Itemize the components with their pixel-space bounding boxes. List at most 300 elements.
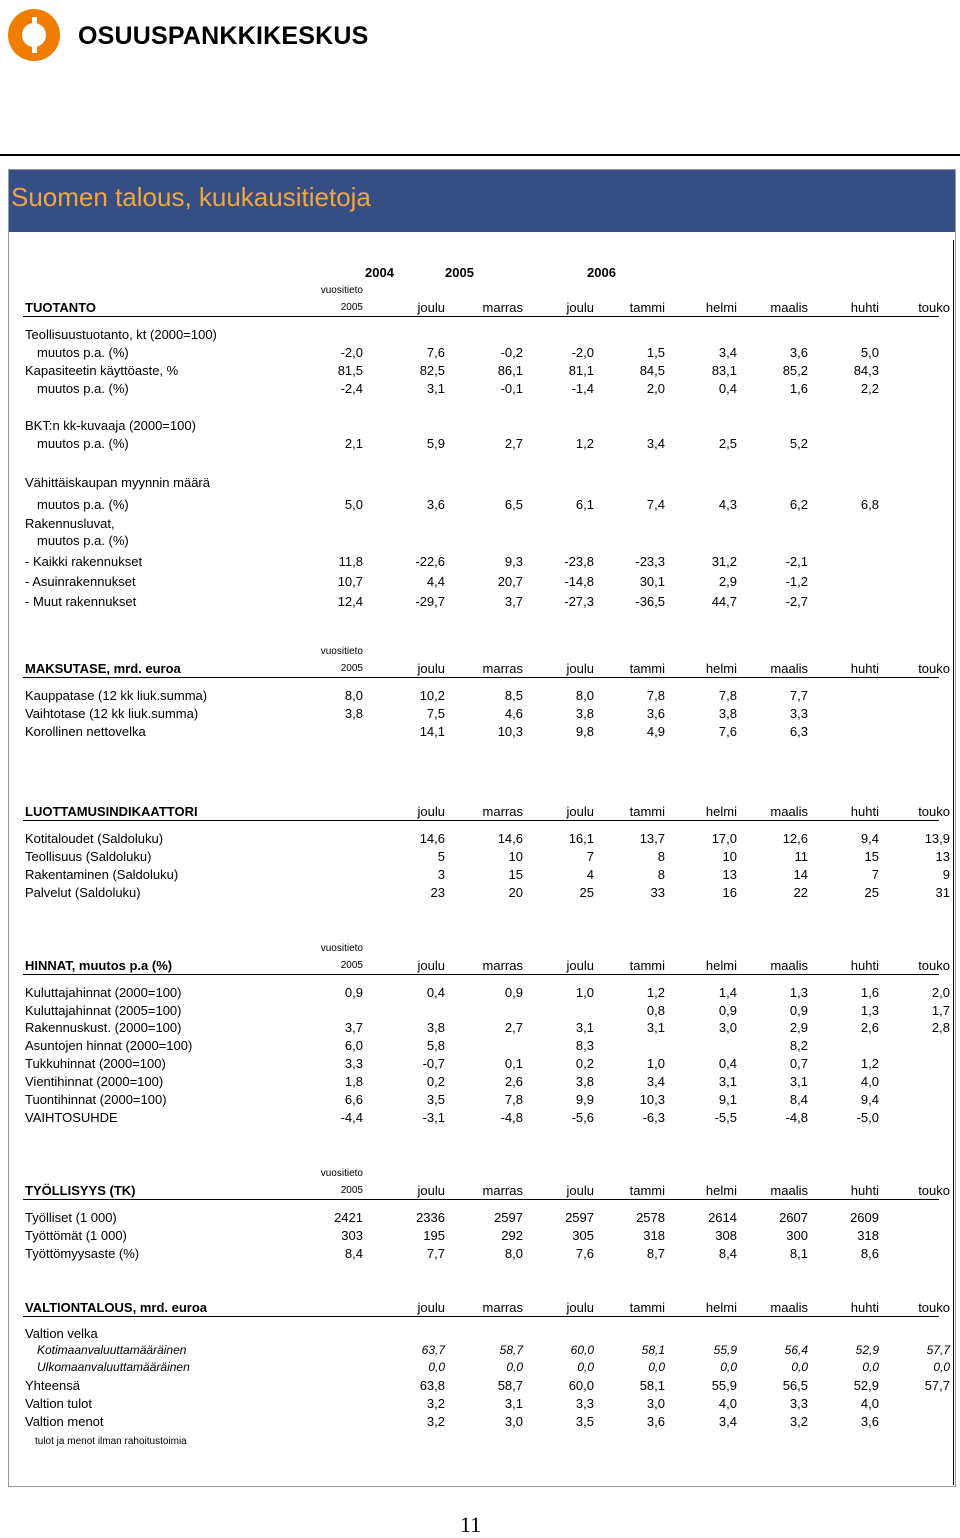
value-cell: -1,4 [571, 381, 594, 396]
row-label: Kotimaanvaluuttamääräinen [37, 1343, 187, 1357]
value-cell: 8,4 [718, 1246, 737, 1261]
value-cell: 2,2 [860, 381, 879, 396]
value-cell: 1,2 [646, 985, 665, 1000]
value-cell: -2,0 [571, 345, 594, 360]
value-cell: 8,6 [860, 1246, 879, 1261]
value-cell: 3,1 [575, 1020, 594, 1035]
value-cell: 1,2 [860, 1056, 879, 1071]
value-cell: 14,1 [419, 724, 445, 739]
value-cell: 5 [437, 849, 445, 864]
value-cell: -4,8 [500, 1110, 523, 1125]
column-header: tammi [629, 300, 665, 315]
column-header: joulu [417, 804, 445, 819]
annual-value: 10,7 [337, 574, 363, 589]
value-cell: 0,0 [506, 1360, 523, 1374]
annual-value: 3,3 [344, 1056, 363, 1071]
value-cell: 5,8 [426, 1038, 445, 1053]
column-header: joulu [566, 300, 594, 315]
value-cell: 82,5 [419, 363, 445, 378]
value-cell: 3,6 [789, 345, 808, 360]
value-cell: 55,9 [711, 1378, 737, 1393]
value-cell: 7,6 [718, 724, 737, 739]
row-label: muutos p.a. (%) [37, 345, 129, 360]
value-cell: 4,0 [860, 1074, 879, 1089]
value-cell: 8,0 [575, 688, 594, 703]
row-label: Asuntojen hinnat (2000=100) [25, 1038, 193, 1053]
row-label: VAIHTOSUHDE [25, 1110, 118, 1125]
value-cell: 3,6 [646, 1414, 665, 1429]
column-header: marras [482, 1300, 523, 1315]
value-cell: -5,6 [571, 1110, 594, 1125]
row-label: Rakennusluvat, [25, 516, 115, 531]
value-cell: 10 [722, 849, 737, 864]
value-cell: 23 [430, 885, 445, 900]
column-header: helmi [705, 958, 737, 973]
annual-header-year: 2005 [340, 960, 363, 971]
row-label: Teollisuustuotanto, kt (2000=100) [25, 327, 217, 342]
value-cell: 33 [650, 885, 665, 900]
value-cell: 7,8 [646, 688, 665, 703]
value-cell: -22,6 [415, 554, 445, 569]
row-label: Vaihtotase (12 kk liuk.summa) [25, 706, 199, 721]
value-cell: 10,2 [419, 688, 445, 703]
value-cell: 0,0 [862, 1360, 879, 1374]
value-cell: 4,3 [718, 497, 737, 512]
value-cell: 17,0 [711, 831, 737, 846]
value-cell: 3,1 [718, 1074, 737, 1089]
value-cell: -23,8 [564, 554, 594, 569]
value-cell: 292 [501, 1228, 523, 1243]
value-cell: 318 [857, 1228, 879, 1243]
column-header: joulu [417, 1300, 445, 1315]
column-header: joulu [566, 958, 594, 973]
value-cell: 2,7 [504, 436, 523, 451]
value-cell: 86,1 [497, 363, 523, 378]
column-header: joulu [566, 804, 594, 819]
value-cell: 84,5 [639, 363, 665, 378]
value-cell: -2,1 [785, 554, 808, 569]
value-cell: -0,1 [500, 381, 523, 396]
row-label: Yhteensä [25, 1378, 80, 1393]
value-cell: 10 [508, 849, 523, 864]
value-cell: 63,8 [419, 1378, 445, 1393]
value-cell: 14,6 [497, 831, 523, 846]
value-cell: 3,6 [426, 497, 445, 512]
column-header: tammi [629, 1183, 665, 1198]
value-cell: 2,0 [646, 381, 665, 396]
value-cell: 4,0 [718, 1396, 737, 1411]
title-banner [9, 170, 955, 232]
value-cell: -27,3 [564, 594, 594, 609]
column-header: maalis [770, 804, 808, 819]
value-cell: 52,9 [853, 1378, 879, 1393]
column-header: touko [918, 1183, 950, 1198]
column-header: joulu [566, 661, 594, 676]
annual-value: -2,4 [340, 381, 363, 396]
column-header: touko [918, 804, 950, 819]
value-cell: 56,5 [782, 1378, 808, 1393]
value-cell: 2607 [779, 1210, 808, 1225]
header-rule [23, 820, 939, 821]
value-cell: 57,7 [924, 1378, 950, 1393]
value-cell: 10,3 [497, 724, 523, 739]
column-header: huhti [850, 1183, 879, 1198]
value-cell: 3,6 [860, 1414, 879, 1429]
value-cell: 7 [871, 867, 879, 882]
value-cell: 9,4 [860, 1092, 879, 1107]
header-divider [0, 154, 960, 156]
annual-value: 12,4 [337, 594, 363, 609]
row-label: Työlliset (1 000) [25, 1210, 117, 1225]
value-cell: 5,0 [860, 345, 879, 360]
value-cell: 3,6 [646, 706, 665, 721]
column-header: tammi [629, 804, 665, 819]
annual-value: 11,8 [338, 554, 363, 569]
section-title: TYÖLLISYYS (TK) [25, 1183, 136, 1198]
row-label: Korollinen nettovelka [25, 724, 146, 739]
column-header: touko [918, 661, 950, 676]
brand-name: OSUUSPANKKIKESKUS [78, 22, 369, 50]
value-cell: 84,3 [853, 363, 879, 378]
value-cell: -0,7 [422, 1056, 445, 1071]
column-header: huhti [850, 958, 879, 973]
value-cell: 4,4 [426, 574, 445, 589]
value-cell: 52,9 [855, 1343, 879, 1357]
value-cell: 13,9 [924, 831, 950, 846]
column-header: helmi [705, 1183, 737, 1198]
value-cell: 3,3 [789, 706, 808, 721]
value-cell: 3,3 [789, 1396, 808, 1411]
value-cell: 2,5 [718, 436, 737, 451]
value-cell: 13 [935, 849, 950, 864]
header-rule [23, 1316, 939, 1317]
value-cell: 0,0 [791, 1360, 808, 1374]
annual-header-year: 2005 [340, 1185, 363, 1196]
annual-header: vuositieto [320, 646, 363, 657]
column-header: touko [918, 958, 950, 973]
column-header: joulu [417, 661, 445, 676]
section-title: TUOTANTO [25, 300, 97, 315]
row-label: - Muut rakennukset [25, 594, 137, 609]
value-cell: -2,7 [785, 594, 808, 609]
value-cell: 9,9 [575, 1092, 594, 1107]
annual-value: 3,7 [344, 1020, 363, 1035]
row-label: Tukkuhinnat (2000=100) [25, 1056, 166, 1071]
section-title: VALTIONTALOUS, mrd. euroa [25, 1300, 208, 1315]
value-cell: 8 [657, 849, 665, 864]
value-cell: -14,8 [564, 574, 594, 589]
value-cell: -36,5 [635, 594, 665, 609]
value-cell: 3,4 [718, 1414, 737, 1429]
row-label: Teollisuus (Saldoluku) [25, 849, 152, 864]
value-cell: 6,8 [860, 497, 879, 512]
annual-value: 8,0 [344, 688, 363, 703]
value-cell: 2,6 [504, 1074, 523, 1089]
section-title: HINNAT, muutos p.a (%) [25, 958, 173, 973]
row-label: Tuontihinnat (2000=100) [25, 1092, 167, 1107]
value-cell: 2,9 [789, 1020, 808, 1035]
value-cell: 2,0 [931, 985, 950, 1000]
annual-header: vuositieto [320, 1168, 363, 1179]
value-cell: 3,8 [426, 1020, 445, 1035]
value-cell: -1,2 [785, 574, 808, 589]
value-cell: 9,3 [504, 554, 523, 569]
value-cell: 0,0 [428, 1360, 445, 1374]
value-cell: 2609 [850, 1210, 879, 1225]
row-label: Työttömät (1 000) [25, 1228, 127, 1243]
value-cell: 2578 [636, 1210, 665, 1225]
column-header: huhti [850, 661, 879, 676]
value-cell: 5,9 [426, 436, 445, 451]
annual-value: 81,5 [337, 363, 363, 378]
section-title: MAKSUTASE, mrd. euroa [25, 661, 181, 676]
value-cell: 2,8 [931, 1020, 950, 1035]
value-cell: 8,2 [789, 1038, 808, 1053]
value-cell: 4,0 [860, 1396, 879, 1411]
value-cell: 10,3 [639, 1092, 665, 1107]
column-header: helmi [705, 661, 737, 676]
column-header: maalis [770, 1183, 808, 1198]
value-cell: 0,1 [504, 1056, 523, 1071]
value-cell: 9 [942, 867, 950, 882]
value-cell: -6,3 [642, 1110, 665, 1125]
row-label: muutos p.a. (%) [37, 381, 129, 396]
column-header: joulu [417, 958, 445, 973]
value-cell: 0,0 [933, 1360, 950, 1374]
value-cell: 3,0 [646, 1396, 665, 1411]
value-cell: 6,3 [789, 724, 808, 739]
column-header: helmi [705, 300, 737, 315]
value-cell: 3,8 [575, 1074, 594, 1089]
value-cell: 8,1 [789, 1246, 808, 1261]
value-cell: 13,7 [639, 831, 665, 846]
value-cell: 3,0 [504, 1414, 523, 1429]
year-header: 2005 [445, 265, 474, 280]
value-cell: 16,1 [568, 831, 594, 846]
column-header: marras [482, 804, 523, 819]
value-cell: 4 [586, 867, 594, 882]
value-cell: 0,0 [577, 1360, 594, 1374]
value-cell: 1,0 [646, 1056, 665, 1071]
row-label: Kuluttajahinnat (2005=100) [25, 1003, 182, 1018]
value-cell: -3,1 [422, 1110, 445, 1125]
value-cell: 9,8 [575, 724, 594, 739]
value-cell: 3,4 [718, 345, 737, 360]
row-label: muutos p.a. (%) [37, 497, 129, 512]
value-cell: 7,6 [575, 1246, 594, 1261]
value-cell: 15 [508, 867, 523, 882]
value-cell: 195 [423, 1228, 445, 1243]
value-cell: 3,2 [426, 1414, 445, 1429]
column-header: marras [482, 958, 523, 973]
row-label: Palvelut (Saldoluku) [25, 885, 141, 900]
column-header: huhti [850, 300, 879, 315]
value-cell: 7,8 [718, 688, 737, 703]
value-cell: 4,9 [646, 724, 665, 739]
value-cell: 8,3 [575, 1038, 594, 1053]
value-cell: 318 [643, 1228, 665, 1243]
value-cell: 22 [793, 885, 808, 900]
value-cell: 58,1 [641, 1343, 665, 1357]
column-header: joulu [417, 1183, 445, 1198]
annual-value: 0,9 [344, 985, 363, 1000]
annual-header-year: 2005 [340, 302, 363, 313]
value-cell: 3,8 [575, 706, 594, 721]
value-cell: 57,7 [926, 1343, 950, 1357]
page-title: Suomen talous, kuukausitietoja [11, 182, 371, 212]
value-cell: 305 [572, 1228, 594, 1243]
annual-value: -2,0 [340, 345, 363, 360]
value-cell: 3 [437, 867, 445, 882]
value-cell: 308 [715, 1228, 737, 1243]
value-cell: 0,0 [648, 1360, 665, 1374]
column-header: maalis [770, 300, 808, 315]
footnote: tulot ja menot ilman rahoitustoimia [35, 1436, 187, 1447]
value-cell: 56,4 [784, 1343, 808, 1357]
value-cell: 8,4 [789, 1092, 808, 1107]
section-title: LUOTTAMUSINDIKAATTORI [25, 804, 198, 819]
value-cell: 1,3 [860, 1003, 879, 1018]
data-tables [23, 240, 954, 1485]
value-cell: 3,1 [426, 381, 445, 396]
value-cell: -0,2 [500, 345, 523, 360]
value-cell: 0,2 [426, 1074, 445, 1089]
row-label: Kuluttajahinnat (2000=100) [25, 985, 182, 1000]
value-cell: 3,1 [789, 1074, 808, 1089]
value-cell: -29,7 [415, 594, 445, 609]
annual-value: -4,4 [340, 1110, 363, 1125]
value-cell: 1,6 [789, 381, 808, 396]
value-cell: 2597 [494, 1210, 523, 1225]
value-cell: 2597 [565, 1210, 594, 1225]
value-cell: 3,4 [646, 1074, 665, 1089]
value-cell: 0,0 [720, 1360, 737, 1374]
value-cell: -4,8 [785, 1110, 808, 1125]
value-cell: 14,6 [419, 831, 445, 846]
value-cell: 7,7 [426, 1246, 445, 1261]
value-cell: 1,4 [718, 985, 737, 1000]
value-cell: 55,9 [713, 1343, 737, 1357]
value-cell: 31 [935, 885, 950, 900]
value-cell: 3,5 [426, 1092, 445, 1107]
header-rule [23, 677, 939, 678]
report-frame [8, 169, 956, 1487]
value-cell: 83,1 [711, 363, 737, 378]
value-cell: 25 [864, 885, 879, 900]
column-header: huhti [850, 804, 879, 819]
value-cell: 0,9 [789, 1003, 808, 1018]
annual-header: vuositieto [320, 285, 363, 296]
value-cell: 16 [722, 885, 737, 900]
column-header: marras [482, 661, 523, 676]
column-header: touko [918, 300, 950, 315]
value-cell: 7,5 [426, 706, 445, 721]
value-cell: 60,0 [568, 1378, 594, 1393]
value-cell: 3,8 [718, 706, 737, 721]
value-cell: 30,1 [639, 574, 665, 589]
annual-value: 3,8 [344, 706, 363, 721]
value-cell: 85,2 [782, 363, 808, 378]
year-header: 2006 [587, 265, 616, 280]
value-cell: 9,1 [718, 1092, 737, 1107]
annual-value: 8,4 [344, 1246, 363, 1261]
value-cell: -23,3 [635, 554, 665, 569]
value-cell: 0,4 [718, 381, 737, 396]
value-cell: -5,5 [714, 1110, 737, 1125]
value-cell: 4,6 [504, 706, 523, 721]
value-cell: 0,9 [504, 985, 523, 1000]
row-label: Valtion menot [25, 1414, 104, 1429]
header-rule [23, 316, 939, 317]
header-rule [23, 1199, 939, 1200]
row-label: - Asuinrakennukset [25, 574, 136, 589]
annual-header-year: 2005 [340, 663, 363, 674]
value-cell: 13 [722, 867, 737, 882]
value-cell: 6,1 [575, 497, 594, 512]
value-cell: 31,2 [711, 554, 737, 569]
value-cell: 60,0 [570, 1343, 594, 1357]
value-cell: 12,6 [782, 831, 808, 846]
value-cell: 58,7 [499, 1343, 523, 1357]
column-header: marras [482, 300, 523, 315]
value-cell: 1,0 [575, 985, 594, 1000]
annual-value: 2421 [334, 1210, 363, 1225]
row-label: Kapasiteetin käyttöaste, % [25, 363, 179, 378]
value-cell: 3,0 [718, 1020, 737, 1035]
row-label: Työttömyysaste (%) [25, 1246, 140, 1261]
annual-value: 2,1 [344, 436, 363, 451]
value-cell: 6,2 [789, 497, 808, 512]
page-header [0, 0, 960, 80]
row-label: BKT:n kk-kuvaaja (2000=100) [25, 418, 196, 433]
column-header: helmi [705, 804, 737, 819]
year-header: 2004 [365, 265, 394, 280]
value-cell: 6,5 [504, 497, 523, 512]
row-label: Valtion tulot [25, 1396, 92, 1411]
value-cell: 1,5 [646, 345, 665, 360]
row-label: muutos p.a. (%) [37, 533, 129, 548]
column-header: huhti [850, 1300, 879, 1315]
value-cell: 0,4 [426, 985, 445, 1000]
row-label: Ulkomaanvaluuttamääräinen [37, 1360, 190, 1374]
value-cell: 20,7 [497, 574, 523, 589]
value-cell: 3,3 [575, 1396, 594, 1411]
value-cell: 2,9 [718, 574, 737, 589]
column-header: joulu [417, 300, 445, 315]
column-header: joulu [566, 1183, 594, 1198]
column-header: tammi [629, 958, 665, 973]
value-cell: 5,2 [789, 436, 808, 451]
value-cell: -5,0 [856, 1110, 879, 1125]
value-cell: 15 [864, 849, 879, 864]
value-cell: 3,1 [504, 1396, 523, 1411]
value-cell: 58,7 [497, 1378, 523, 1393]
page-number: 11 [460, 1512, 482, 1537]
row-label: Kauppatase (12 kk liuk.summa) [25, 688, 208, 703]
row-label: Rakennuskust. (2000=100) [25, 1020, 182, 1035]
row-label: Vähittäiskaupan myynnin määrä [25, 475, 210, 490]
value-cell: 7,4 [646, 497, 665, 512]
value-cell: 2,7 [504, 1020, 523, 1035]
annual-value: 1,8 [344, 1074, 363, 1089]
op-logo-icon [8, 9, 60, 61]
value-cell: 2,6 [860, 1020, 879, 1035]
column-header: maalis [770, 958, 808, 973]
value-cell: 7,7 [789, 688, 808, 703]
value-cell: 0,9 [718, 1003, 737, 1018]
column-header: touko [918, 1300, 950, 1315]
value-cell: 3,2 [426, 1396, 445, 1411]
